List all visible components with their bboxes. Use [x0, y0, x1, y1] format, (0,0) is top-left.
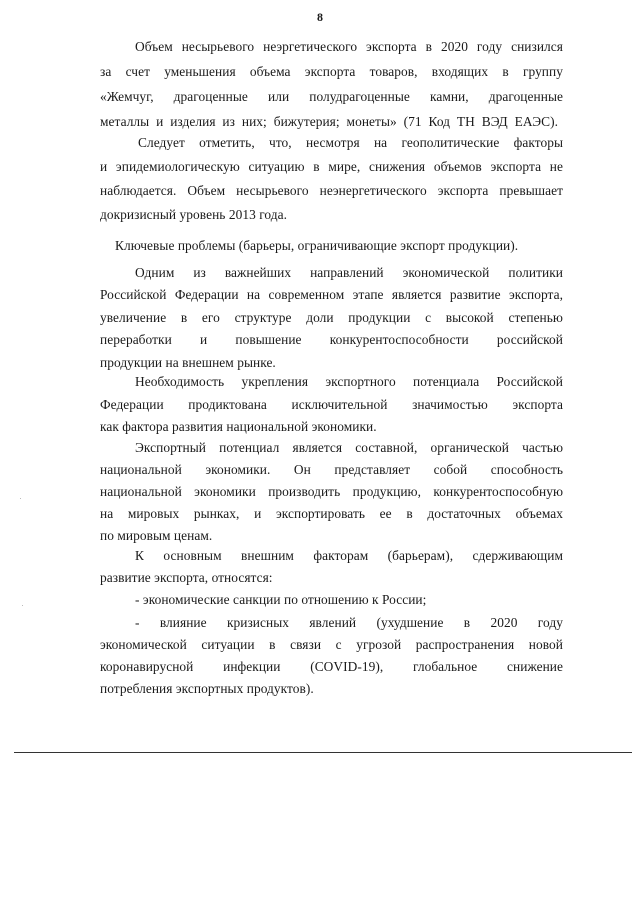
text-line: наблюдается. Объем несырьевого неэнергетического экспорта превышает — [100, 183, 563, 198]
text-line: по мировым ценам. — [100, 528, 213, 543]
text-line: Российской Федерации на современном этапе является развитие экспорта, — [100, 287, 563, 302]
list-item: - влияние кризисных явлений (ухудшение в 2020 году — [135, 615, 563, 630]
text-line: Объем несырьевого неэргетического экспорта в 2020 году снизился — [135, 39, 563, 54]
list-item: - экономические санкции по отношению к России; — [135, 592, 427, 607]
text-line: Необходимость укрепления экспортного потенциала Российской — [135, 374, 563, 389]
text-line: Федерации продиктована исключительной значимостью экспорта — [100, 397, 563, 412]
text-line: переработки и повышение конкурентоспособности российской — [100, 332, 563, 347]
bottom-rule — [14, 752, 632, 753]
scan-speck — [20, 498, 21, 499]
text-line: металлы и изделия из них; бижутерия; монеты» (71 Код ТН ВЭД ЕАЭС). — [100, 114, 558, 129]
text-line: национальной экономики производить продукцию, конкурентоспособную — [100, 484, 563, 499]
text-line: экономической ситуации в связи с угрозой распространения новой — [100, 637, 563, 652]
text-line: «Жемчуг, драгоценные или полудрагоценные камни, драгоценные — [100, 89, 563, 104]
page-number: 8 — [317, 10, 323, 24]
text-line: национальной экономики. Он представляет собой способность — [100, 462, 563, 477]
text-line: Следует отметить, что, несмотря на геополитические факторы — [138, 135, 563, 150]
text-line: за счет уменьшения объема экспорта товаров, входящих в группу — [100, 64, 563, 79]
text-line: коронавирусной инфекции (COVID-19), глобальное снижение — [100, 659, 563, 674]
text-line: увеличение в его структуре доли продукции с высокой степенью — [100, 310, 563, 325]
text-line: потребления экспортных продуктов). — [100, 681, 314, 696]
text-line: на мировых рынках, и экспортировать ее в достаточных объемах — [100, 506, 563, 521]
text-line: Экспортный потенциал является составной, органической частью — [135, 440, 563, 455]
text-line: и эпидемиологическую ситуацию в мире, снижения объемов экспорта не — [100, 159, 563, 174]
section-heading: Ключевые проблемы (барьеры, ограничивающие экспорт продукции). — [115, 238, 519, 253]
text-line: как фактора развития национальной экономики. — [100, 419, 377, 434]
text-line: Одним из важнейших направлений экономической политики — [135, 265, 563, 280]
text-line: продукции на внешнем рынке. — [100, 355, 276, 370]
text-line: докризисный уровень 2013 года. — [100, 207, 288, 222]
text-line: К основным внешним факторам (барьерам), сдерживающим — [135, 548, 563, 563]
scan-speck — [22, 605, 23, 606]
text-line: развитие экспорта, относятся: — [100, 570, 273, 585]
